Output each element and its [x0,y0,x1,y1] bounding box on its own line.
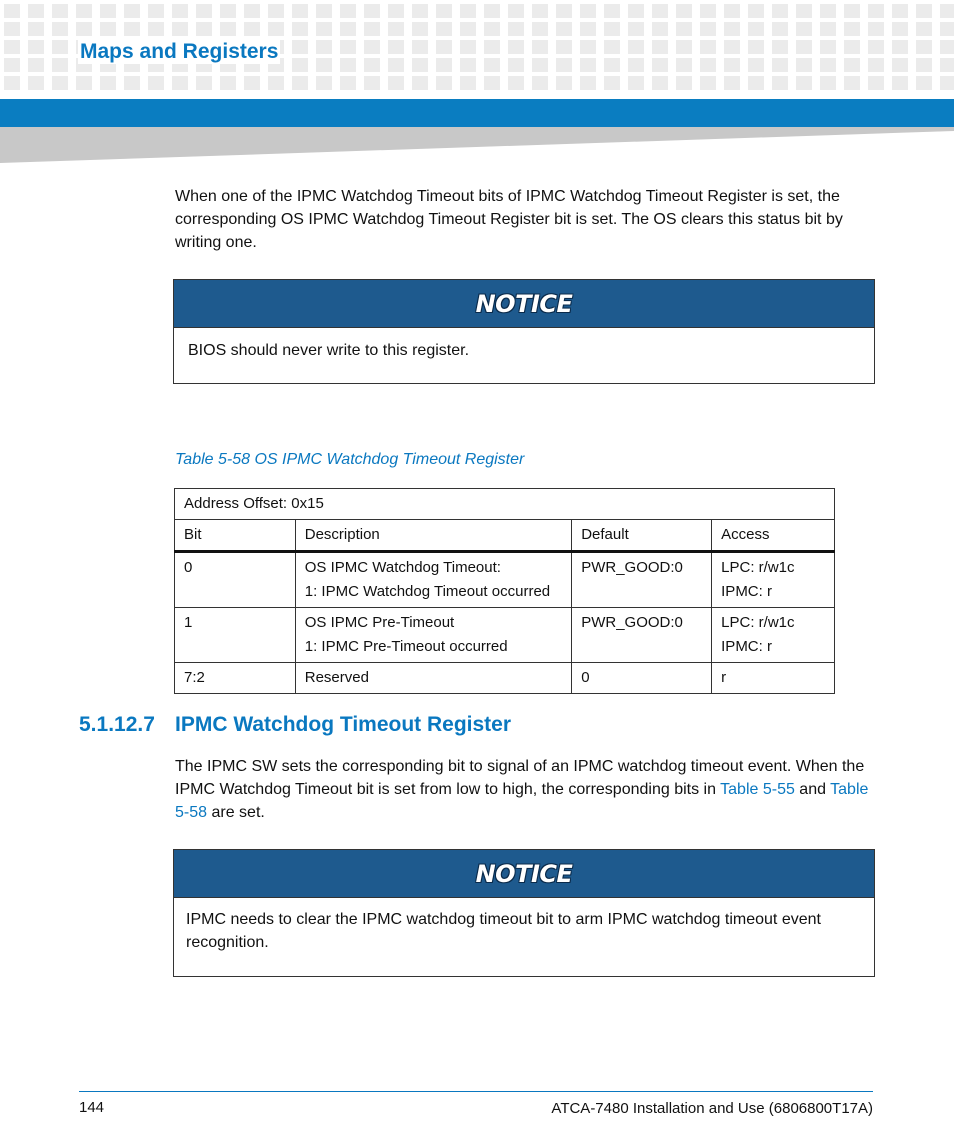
pattern-cell [388,58,404,72]
pattern-cell [868,4,884,18]
pattern-cell [388,22,404,36]
cell-bit: 1 [175,608,296,663]
pattern-cell [652,4,668,18]
notice-header [174,850,874,898]
table-caption: Table 5-58 OS IPMC Watchdog Timeout Register [175,451,525,468]
header-access: Access [712,520,835,552]
pattern-cell [868,76,884,90]
pattern-cell [28,76,44,90]
pattern-cell [364,22,380,36]
pattern-cell [124,76,140,90]
cell-description [295,552,571,608]
pattern-cell [508,4,524,18]
pattern-cell [676,58,692,72]
pattern-cell [52,58,68,72]
pattern-cell [268,4,284,18]
pattern-cell [556,76,572,90]
pattern-cell [892,22,908,36]
pattern-cell [532,40,548,54]
pattern-cell [292,22,308,36]
pattern-cell [652,22,668,36]
cell-default: PWR_GOOD:0 [572,552,712,608]
pattern-cell [388,4,404,18]
pattern-cell [628,4,644,18]
pattern-cell [340,58,356,72]
header-default: Default [572,520,712,552]
cell-bit: 7:2 [175,663,296,694]
pattern-cell [724,40,740,54]
pattern-cell [844,4,860,18]
table-5-58-link[interactable]: Table 5-58 [175,781,869,821]
pattern-cell [796,58,812,72]
header-description: Description [295,520,571,552]
pattern-cell [412,22,428,36]
pattern-cell [844,58,860,72]
paragraph-text: and [794,781,831,798]
cell-description [295,608,571,663]
pattern-cell [796,22,812,36]
access-line: IPMC: r [721,638,772,655]
pattern-cell [52,4,68,18]
pattern-cell [196,22,212,36]
pattern-cell [484,76,500,90]
pattern-cell [724,4,740,18]
pattern-cell [148,22,164,36]
register-table [174,488,835,694]
pattern-cell [196,4,212,18]
pattern-cell [916,76,932,90]
table-header-row [175,520,835,552]
pattern-cell [820,40,836,54]
pattern-cell [412,4,428,18]
pattern-cell [700,22,716,36]
pattern-cell [340,4,356,18]
pattern-cell [220,22,236,36]
notice-box [173,849,875,977]
pattern-cell [652,76,668,90]
pattern-cell [556,58,572,72]
pattern-cell [28,4,44,18]
pattern-cell [676,76,692,90]
pattern-cell [100,4,116,18]
notice-label: NOTICE [475,859,573,888]
notice-box [173,279,875,384]
address-offset-cell: Address Offset: 0x15 [175,489,835,520]
pattern-cell [844,22,860,36]
cell-access [712,608,835,663]
pattern-cell [676,40,692,54]
pattern-cell [316,4,332,18]
section-title: IPMC Watchdog Timeout Register [175,713,512,736]
pattern-cell [436,76,452,90]
pattern-cell [412,40,428,54]
pattern-cell [700,4,716,18]
pattern-cell [148,4,164,18]
pattern-cell [892,40,908,54]
section-number: 5.1.12.7 [79,713,155,736]
pattern-cell [868,58,884,72]
pattern-cell [388,40,404,54]
pattern-cell [772,4,788,18]
pattern-cell [244,22,260,36]
description-line: 1: IPMC Pre-Timeout occurred [304,638,508,655]
pattern-cell [436,22,452,36]
pattern-cell [52,22,68,36]
pattern-cell [364,40,380,54]
pattern-cell [532,58,548,72]
pattern-cell [604,22,620,36]
pattern-cell [604,76,620,90]
section-heading [79,713,511,737]
pattern-cell [436,58,452,72]
description-line: 1: IPMC Watchdog Timeout occurred [304,583,551,600]
pattern-cell [916,22,932,36]
description-line: OS IPMC Watchdog Timeout: [304,559,501,576]
access-line: IPMC: r [721,583,772,600]
pattern-cell [340,76,356,90]
pattern-cell [28,58,44,72]
cell-description: Reserved [295,663,571,694]
intro-paragraph: When one of the IPMC Watchdog Timeout bits of IPMC Watchdog Timeout Register is set, the corresponding OS IPMC Watchdog Timeout Register bit is set. The OS clears this status bit by writing one. [175,188,843,251]
pattern-cell [676,22,692,36]
header-gray-wedge [0,127,954,165]
pattern-cell [556,22,572,36]
pattern-cell [4,22,20,36]
pattern-cell [532,4,548,18]
pattern-cell [748,76,764,90]
description-line: OS IPMC Pre-Timeout [304,614,455,631]
pattern-cell [172,22,188,36]
access-line: LPC: r/w1c [721,614,795,631]
footer-divider [79,1091,873,1092]
pattern-cell [748,58,764,72]
pattern-cell [460,4,476,18]
pattern-cell [484,22,500,36]
pattern-cell [76,4,92,18]
pattern-cell [316,58,332,72]
cell-access: r [712,663,835,694]
pattern-cell [460,40,476,54]
cell-bit: 0 [175,552,296,608]
pattern-cell [4,4,20,18]
pattern-cell [412,58,428,72]
pattern-cell [28,22,44,36]
paragraph-text: The IPMC SW sets the corresponding bit to signal of an IPMC watchdog timeout event. When the IPMC Watchdog Timeout bit is set from low to high, the corresponding bits in [175,758,865,798]
pattern-cell [268,22,284,36]
pattern-cell [916,40,932,54]
cell-default: 0 [572,663,712,694]
pattern-cell [4,76,20,90]
pattern-cell [508,58,524,72]
pattern-cell [652,40,668,54]
pattern-cell [484,4,500,18]
pattern-cell [340,22,356,36]
pattern-cell [940,58,954,72]
pattern-cell [580,4,596,18]
pattern-cell [628,58,644,72]
pattern-cell [292,76,308,90]
pattern-cell [748,4,764,18]
notice-header [174,280,874,328]
pattern-cell [604,58,620,72]
pattern-cell [820,4,836,18]
pattern-cell [556,4,572,18]
pattern-cell [484,40,500,54]
pattern-cell [460,22,476,36]
pattern-cell [724,58,740,72]
pattern-cell [28,40,44,54]
pattern-cell [700,58,716,72]
pattern-cell [460,76,476,90]
pattern-cell [748,22,764,36]
pattern-cell [892,58,908,72]
pattern-cell [316,22,332,36]
pattern-cell [820,22,836,36]
pattern-cell [820,58,836,72]
pattern-cell [940,40,954,54]
pattern-cell [292,4,308,18]
pattern-cell [4,40,20,54]
pattern-cell [940,4,954,18]
table-5-55-link[interactable]: Table 5-55 [720,781,795,798]
pattern-cell [892,76,908,90]
pattern-cell [172,4,188,18]
document-title: ATCA-7480 Installation and Use (6806800T17A) [551,1100,873,1117]
pattern-cell [4,58,20,72]
table-row [175,552,835,608]
pattern-cell [508,22,524,36]
pattern-cell [460,58,476,72]
pattern-cell [700,40,716,54]
pattern-cell [580,76,596,90]
pattern-cell [580,22,596,36]
table-row [175,663,835,694]
pattern-cell [508,40,524,54]
pattern-cell [340,40,356,54]
cell-default: PWR_GOOD:0 [572,608,712,663]
notice-text: BIOS should never write to this register. [188,342,470,359]
notice-text: IPMC needs to clear the IPMC watchdog timeout bit to arm IPMC watchdog timeout event recognition. [186,911,821,951]
page-number: 144 [79,1099,105,1116]
pattern-cell [436,4,452,18]
pattern-cell [604,4,620,18]
pattern-cell [628,22,644,36]
pattern-cell [916,4,932,18]
pattern-cell [724,76,740,90]
pattern-cell [268,76,284,90]
pattern-cell [220,4,236,18]
pattern-cell [100,22,116,36]
pattern-cell [52,40,68,54]
access-line: LPC: r/w1c [721,559,795,576]
pattern-cell [244,76,260,90]
pattern-cell [796,4,812,18]
pattern-cell [52,76,68,90]
pattern-cell [124,22,140,36]
pattern-cell [844,40,860,54]
pattern-cell [772,76,788,90]
pattern-cell [124,4,140,18]
pattern-cell [388,76,404,90]
pattern-cell [436,40,452,54]
pattern-cell [364,76,380,90]
pattern-cell [796,76,812,90]
header-blue-bar [0,99,954,127]
pattern-cell [76,22,92,36]
pattern-cell [604,40,620,54]
pattern-cell [628,76,644,90]
pattern-cell [76,76,92,90]
pattern-cell [724,22,740,36]
pattern-cell [412,76,428,90]
table-row [175,608,835,663]
pattern-cell [772,40,788,54]
pattern-cell [148,76,164,90]
pattern-cell [196,76,212,90]
cell-access [712,552,835,608]
pattern-cell [532,22,548,36]
pattern-cell [940,76,954,90]
pattern-cell [292,58,308,72]
header-bit: Bit [175,520,296,552]
pattern-cell [772,22,788,36]
page-section-title: Maps and Registers [80,40,279,63]
pattern-cell [940,22,954,36]
pattern-cell [364,4,380,18]
pattern-cell [652,58,668,72]
pattern-cell [868,40,884,54]
pattern-cell [580,58,596,72]
pattern-cell [172,76,188,90]
pattern-cell [364,58,380,72]
pattern-cell [628,40,644,54]
pattern-cell [316,40,332,54]
paragraph-text: are set. [207,804,265,821]
pattern-cell [532,76,548,90]
pattern-cell [100,76,116,90]
pattern-cell [868,22,884,36]
pattern-cell [580,40,596,54]
pattern-cell [220,76,236,90]
pattern-cell [772,58,788,72]
pattern-cell [700,76,716,90]
section-paragraph [175,755,875,824]
notice-label: NOTICE [475,289,573,318]
table-row [175,489,835,520]
pattern-cell [484,58,500,72]
pattern-cell [556,40,572,54]
pattern-cell [844,76,860,90]
pattern-cell [508,76,524,90]
pattern-cell [292,40,308,54]
pattern-cell [916,58,932,72]
pattern-cell [748,40,764,54]
pattern-cell [820,76,836,90]
pattern-cell [796,40,812,54]
pattern-cell [676,4,692,18]
pattern-cell [316,76,332,90]
pattern-cell [244,4,260,18]
pattern-cell [892,4,908,18]
